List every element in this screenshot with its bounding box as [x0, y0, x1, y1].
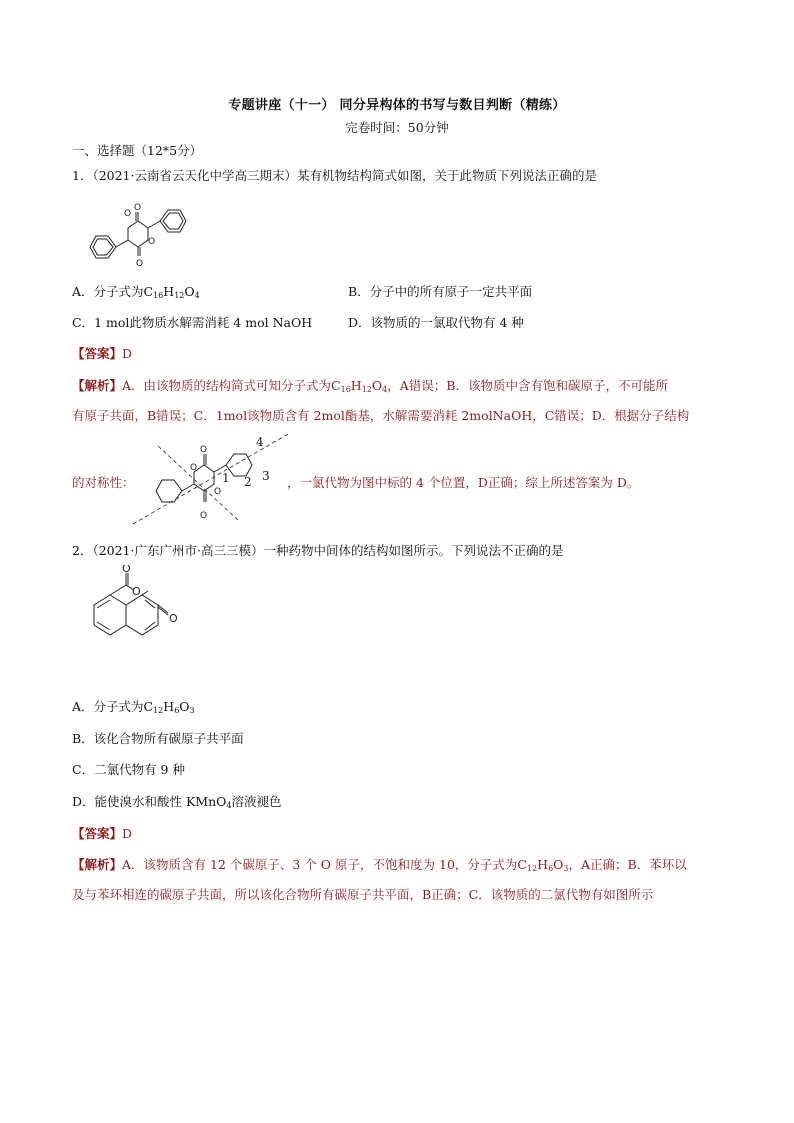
q2-atom-o: O [132, 585, 141, 598]
q2-analysis-line2: 及与苯环相连的碳原子共面，所以该化合物所有碳原子共平面，B正确；C．该物质的二氯代物有如图所示 [72, 887, 654, 902]
q1-sym-atom-o: O [190, 463, 198, 473]
q1-option-c: C．1 mol此物质水解需消耗 4 mol NaOH [72, 315, 313, 330]
q2-stem: 2．（2021·广东广州市·高三三模）一种药物中间体的结构如图所示。下列说法不正确的是 [72, 543, 564, 558]
page-subtitle: 完卷时间：50分钟 [345, 120, 449, 135]
q2-option-b: B．该化合物所有碳原子共平面 [72, 731, 244, 746]
q1-sym-atom-o: O [200, 445, 208, 455]
q1-position-label-3: 3 [262, 469, 270, 483]
q2-analysis-line1: 【解析】A．该物质含有 12 个碳原子、3 个 O 原子，不饱和度为 10，分子式为$C_{12}H_6O_3$，A正确；B．苯环以 [72, 857, 687, 873]
q1-symmetry-diagram [128, 432, 288, 528]
q1-option-a: A．分子式为$C_{16}H_{12}O_4$ [72, 284, 200, 300]
q1-position-label-1: 1 [222, 471, 230, 485]
q1-answer: 【答案】D [72, 346, 133, 361]
q1-sym-atom-o: O [214, 487, 222, 497]
q1-analysis-line3-pre: 的对称性： [72, 475, 135, 490]
q1-analysis-line3-post: ，一氯代物为图中标的 4 个位置，D正确；综上所述答案为 D。 [287, 475, 640, 490]
q1-analysis-line2: 有原子共面，B错误；C．1mol该物质含有 2mol酯基，水解需要消耗 2molNaOH，C错误；D．根据分子结构 [72, 408, 690, 423]
q1-structure-diagram [70, 190, 200, 270]
section-heading: 一、选择题（12*5分） [72, 143, 203, 158]
q1-position-label-2: 2 [244, 475, 252, 489]
q2-option-a: A．分子式为$C_{12}H_6O_3$ [72, 699, 195, 715]
q1-position-label-4: 4 [256, 435, 264, 449]
q1-analysis-line1: 【解析】A．由该物质的结构简式可知分子式为$C_{16}H_{12}O_4$，A错误；B．该物质中含有饱和碳原子，不可能所 [72, 378, 668, 394]
q1-atom-o: O [136, 259, 144, 269]
page-title: 专题讲座（十一） 同分异构体的书写与数目判断（精练） [228, 98, 566, 113]
q1-atom-o: O [124, 209, 132, 219]
q2-option-d: D．能使溴水和酸性 KMnO$_4$溶液褪色 [72, 794, 282, 810]
q2-option-c: C．二氯代物有 9 种 [72, 762, 185, 777]
q1-sym-atom-o: O [200, 511, 208, 521]
q2-answer: 【答案】D [72, 826, 133, 841]
q1-option-d: D．该物质的一氯取代物有 4 种 [348, 315, 524, 330]
q1-option-b: B．分子中的所有原子一定共平面 [348, 284, 533, 299]
q2-atom-o: O [169, 612, 178, 625]
q2-atom-o: O [122, 565, 131, 575]
q1-stem: 1．（2021·云南省云天化中学高三期末）某有机物结构简式如图，关于此物质下列说法正确的是 [72, 168, 597, 183]
q1-atom-o: O [134, 203, 142, 213]
q2-structure-diagram [70, 565, 190, 670]
q1-atom-o: O [148, 237, 156, 247]
